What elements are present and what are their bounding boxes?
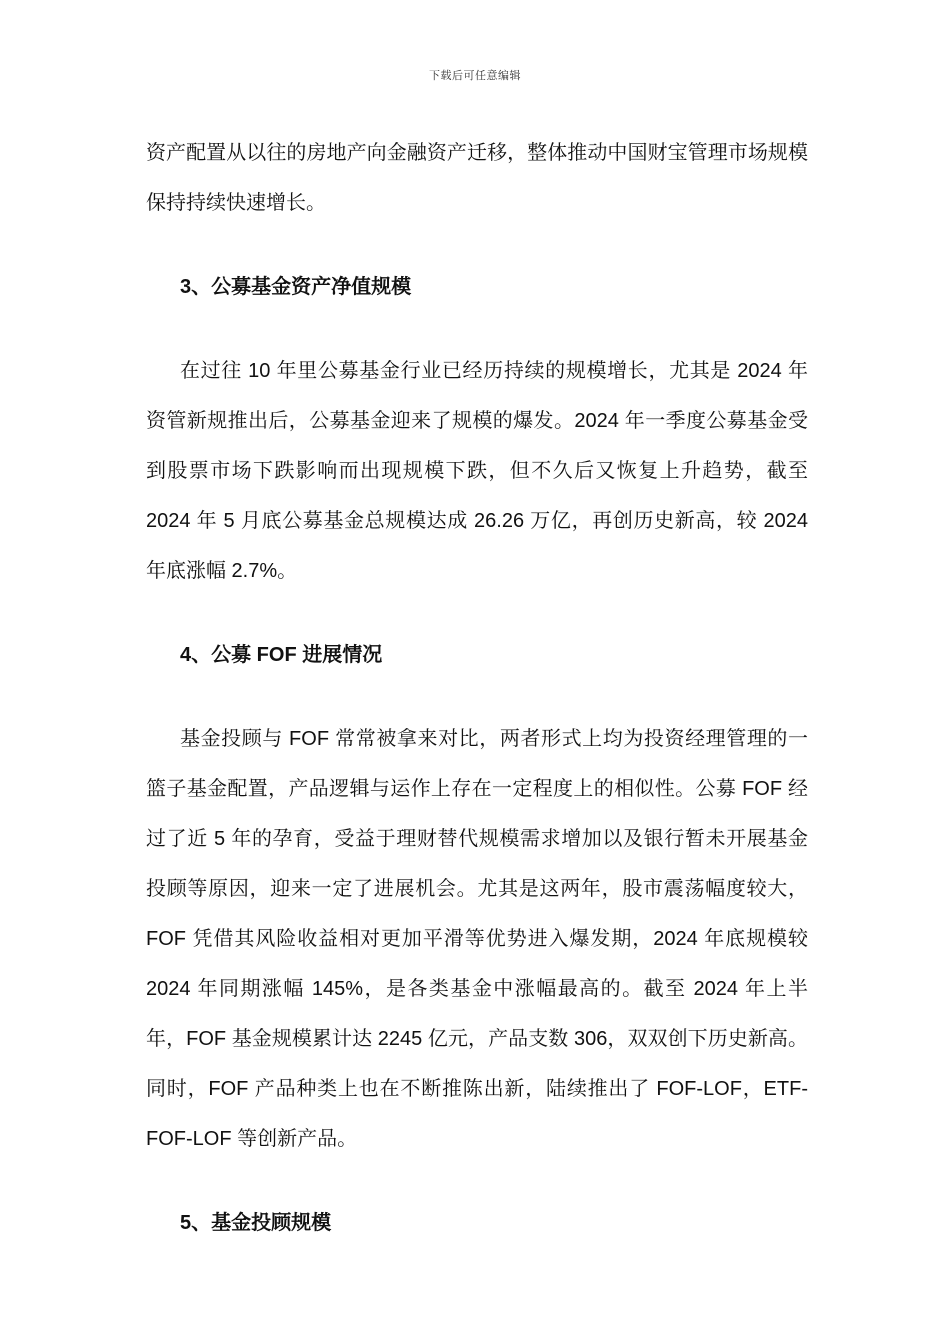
spacer: [146, 312, 808, 346]
spacer: [146, 228, 808, 262]
spacer: [146, 680, 808, 714]
intro-paragraph: 资产配置从以往的房地产向金融资产迁移，整体推动中国财宝管理市场规模保持持续快速增长。: [146, 142, 808, 214]
section-heading-4: 4、公募 FOF 进展情况: [180, 644, 383, 666]
page-header: 下载后可任意编辑: [429, 69, 521, 82]
section-heading-3: 3、公募基金资产净值规模: [180, 276, 412, 298]
section-3-paragraph: 在过往 10 年里公募基金行业已经历持续的规模增长，尤其是 2024 年资管新规推出后，公募基金迎来了规模的爆发。2024 年一季度公募基金受到股票市场下跌影响而出现规模下跌，但不久后又恢复上升趋势，截至 2024 年 5 月底公募基金总规模达成 26.26 万亿，再创历史新高，较 2024 年底涨幅 2.7%。: [146, 360, 808, 582]
document-body: [146, 128, 808, 1248]
spacer: [146, 1164, 808, 1198]
spacer: [146, 596, 808, 630]
section-heading-5: 5、基金投顾规模: [180, 1212, 332, 1234]
section-4-paragraph: 基金投顾与 FOF 常常被拿来对比，两者形式上均为投资经理管理的一篮子基金配置，产品逻辑与运作上存在一定程度上的相似性。公募 FOF 经过了近 5 年的孕育，受益于理财替代规模需求增加以及银行暂未开展基金投顾等原因，迎来一定了进展机会。尤其是这两年，股市震荡幅度较大，FOF 凭借其风险收益相对更加平滑等优势进入爆发期，2024 年底规模较 2024 年同期涨幅 145%，是各类基金中涨幅最高的。截至 2024 年上半年，FOF 基金规模累计达 2245 亿元，产品支数 306，双双创下历史新高。同时，FOF 产品种类上也在不断推陈出新，陆续推出了 FOF-LOF，ETF-FOF-LOF 等创新产品。: [146, 728, 808, 1150]
